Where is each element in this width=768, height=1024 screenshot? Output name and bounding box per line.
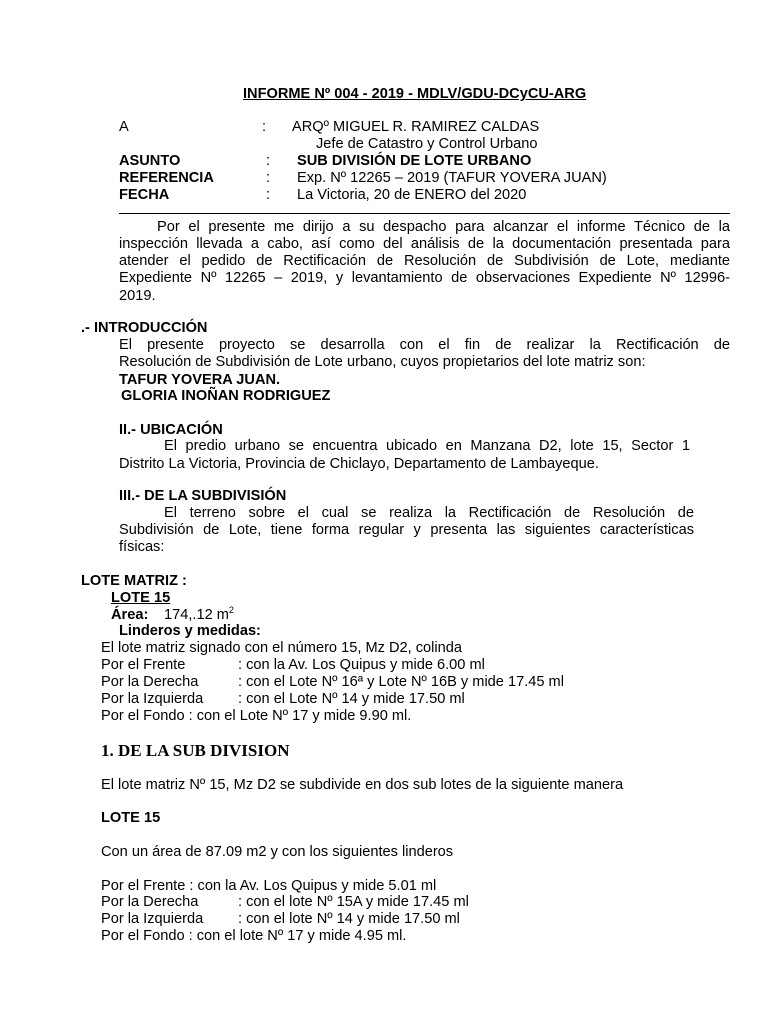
- to-title: Jefe de Catastro y Control Urbano: [316, 136, 538, 152]
- sub-lote-heading: LOTE 15: [101, 810, 161, 826]
- to-label: A: [119, 119, 129, 135]
- date-colon: :: [266, 187, 271, 203]
- matriz-derecha-label: Por la Derecha: [101, 674, 199, 690]
- sub-lote-area: Con un área de 87.09 m2 y con los siguientes linderos: [101, 844, 454, 860]
- owner-1: TAFUR YOVERA JUAN.: [119, 372, 281, 388]
- header-divider: [119, 213, 730, 214]
- date-value: La Victoria, 20 de ENERO del 2020: [297, 187, 527, 203]
- area-label: Área:: [111, 607, 149, 623]
- to-value: ARQº MIGUEL R. RAMIREZ CALDAS: [292, 119, 540, 135]
- sub-fondo: Por el Fondo : con el lote Nº 17 y mide 4.95 ml.: [101, 928, 407, 944]
- introduction-line-2: Resolución de Subdivisión de Lote urbano, cuyos propietarios del lote matriz son:: [119, 354, 646, 370]
- matriz-frente-label: Por el Frente: [101, 657, 186, 673]
- sub-izquierda-value: : con el lote Nº 14 y mide 17.50 ml: [238, 911, 460, 927]
- introduction-line-1: El presente proyecto se desarrolla con el fin de realizar la Rectificación de: [119, 337, 730, 353]
- subdivision-line-2: Subdivisión de Lote, tiene forma regular y presenta las siguientes características: [119, 522, 694, 538]
- sub-division-intro: El lote matriz Nº 15, Mz D2 se subdivide en dos sub lotes de la siguiente manera: [101, 777, 624, 793]
- location-line-1: El predio urbano se encuentra ubicado en Manzana D2, lote 15, Sector 1: [164, 438, 690, 454]
- document-title: INFORME Nº 004 - 2019 - MDLV/GDU-DCyCU-ARG: [243, 86, 587, 102]
- intro-line-5: 2019.: [119, 288, 156, 304]
- lote-matriz-lote: LOTE 15: [111, 590, 171, 606]
- to-colon: :: [262, 119, 267, 135]
- intro-line-1: Por el presente me dirijo a su despacho para alcanzar el informe Técnico de la: [157, 219, 730, 235]
- sub-derecha-value: : con el lote Nº 15A y mide 17.45 ml: [238, 894, 469, 910]
- owner-2: GLORIA INOÑAN RODRIGUEZ: [121, 388, 331, 404]
- date-label: FECHA: [119, 187, 170, 203]
- section-introduction-heading: .- INTRODUCCIÓN: [81, 320, 208, 336]
- lote-matriz-line-1: El lote matriz signado con el número 15, Mz D2, colinda: [101, 640, 462, 656]
- intro-line-4: Expediente Nº 12265 – 2019, y levantamiento de observaciones Expediente Nº 12996-: [119, 270, 730, 286]
- sub-division-heading: 1. DE LA SUB DIVISION: [101, 741, 290, 760]
- section-subdivision-heading: III.- DE LA SUBDIVISIÓN: [119, 488, 287, 504]
- subject-colon: :: [266, 153, 271, 169]
- matriz-izquierda-label: Por la Izquierda: [101, 691, 204, 707]
- linderos-heading: Linderos y medidas:: [119, 623, 261, 639]
- subject-value: SUB DIVISIÓN DE LOTE URBANO: [297, 153, 532, 169]
- matriz-frente-value: : con la Av. Los Quipus y mide 6.00 ml: [238, 657, 485, 673]
- lote-matriz-heading: LOTE MATRIZ :: [81, 573, 187, 589]
- matriz-derecha-value: : con el Lote Nº 16ª y Lote Nº 16B y mide 17.45 ml: [238, 674, 564, 690]
- subdivision-line-3: físicas:: [119, 539, 165, 555]
- area-value: 174,.12 $m^2$: [164, 605, 234, 623]
- subject-label: ASUNTO: [119, 153, 181, 169]
- matriz-fondo: Por el Fondo : con el Lote Nº 17 y mide 9.90 ml.: [101, 708, 412, 724]
- section-location-heading: II.- UBICACIÓN: [119, 422, 223, 438]
- reference-label: REFERENCIA: [119, 170, 214, 186]
- sub-frente: Por el Frente : con la Av. Los Quipus y mide 5.01 ml: [101, 878, 437, 894]
- matriz-izquierda-value: : con el Lote Nº 14 y mide 17.50 ml: [238, 691, 465, 707]
- reference-colon: :: [266, 170, 271, 186]
- sub-derecha-label: Por la Derecha: [101, 894, 199, 910]
- location-line-2: Distrito La Victoria, Provincia de Chiclayo, Departamento de Lambayeque.: [119, 456, 599, 472]
- sub-izquierda-label: Por la Izquierda: [101, 911, 204, 927]
- intro-line-3: atender el pedido de Rectificación de Resolución de Subdivisión de Lote, mediante: [119, 253, 730, 269]
- subdivision-line-1: El terreno sobre el cual se realiza la Rectificación de Resolución de: [164, 505, 694, 521]
- reference-value: Exp. Nº 12265 – 2019 (TAFUR YOVERA JUAN): [297, 170, 607, 186]
- intro-line-2: inspección llevada a cabo, así como del análisis de la documentación presentada para: [119, 236, 730, 252]
